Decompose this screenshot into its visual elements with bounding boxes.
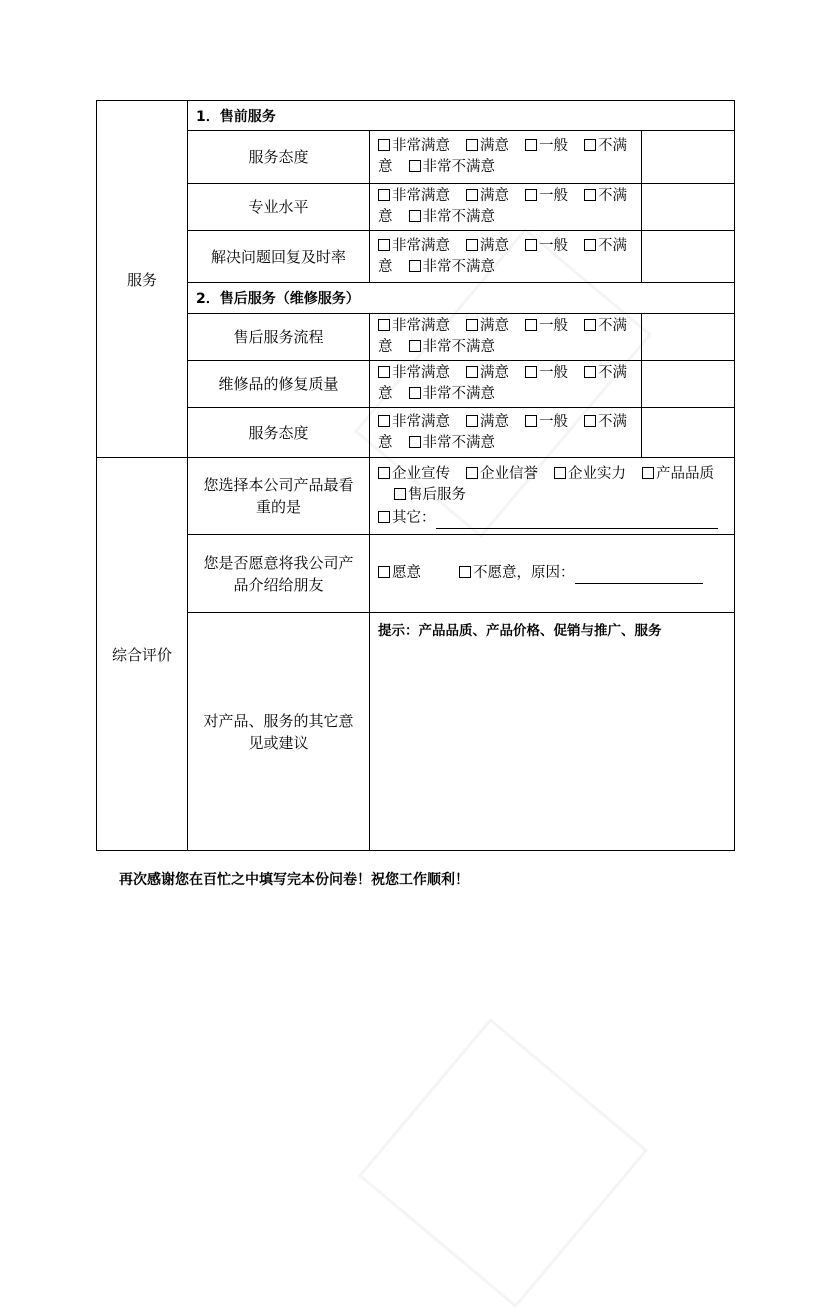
option-label: 不满意 [378,237,627,275]
checkbox[interactable] [525,319,537,331]
checkbox[interactable] [584,239,596,251]
option-label: 非常满意 [392,237,450,254]
option-label: 售后服务 [408,486,466,503]
rating-row [97,361,735,408]
question-label: 您是否愿意将我公司产品介绍给朋友 [188,535,370,613]
section-presale-title: 1．售前服务 [188,101,735,131]
checkbox[interactable] [584,139,596,151]
checkbox[interactable] [378,189,390,201]
option-label: 满意 [480,318,509,334]
option-label: 一般 [539,365,568,381]
checkbox[interactable] [525,189,537,201]
rating-row [97,231,735,283]
option-label: 不满意 [378,318,627,355]
option-label: 不满意 [378,188,627,225]
checkbox[interactable] [459,566,471,578]
checkbox[interactable] [466,319,478,331]
checkbox[interactable] [466,189,478,201]
option-label: 产品品质 [656,465,714,482]
option-label: 不满意 [378,413,627,451]
reason-input-line[interactable] [575,583,703,584]
checkbox[interactable] [409,160,421,172]
question-label: 解决问题回复及时率 [188,231,370,283]
option-label: 非常不满意 [422,159,495,175]
checkbox[interactable] [378,467,390,479]
checkbox[interactable] [378,366,390,378]
question-label: 专业水平 [188,184,370,231]
option-label: 一般 [539,138,568,154]
remark-cell[interactable] [642,361,735,408]
rating-options [370,361,642,408]
checkbox[interactable] [409,260,421,272]
option-label: 愿意 [392,565,421,581]
suggestion-field[interactable] [370,613,735,851]
option-label: 非常不满意 [422,434,495,451]
option-label: 满意 [480,188,509,204]
option-label: 企业宣传 [392,465,450,482]
checkbox[interactable] [584,415,596,427]
checkbox[interactable] [409,387,421,399]
rating-options [370,314,642,361]
choice-options [370,458,735,535]
remark-cell[interactable] [642,184,735,231]
rating-options [370,131,642,184]
checkbox[interactable] [378,319,390,331]
option-label: 企业信誉 [480,465,538,482]
option-label: 满意 [480,237,509,254]
option-label: 非常不满意 [422,339,495,355]
option-label: 不满意 [378,138,627,175]
option-label: 一般 [539,318,568,334]
question-label: 维修品的修复质量 [188,361,370,408]
remark-cell[interactable] [642,314,735,361]
option-label: 满意 [480,413,509,430]
choice-options [370,535,735,613]
option-label: 满意 [480,365,509,381]
remark-cell[interactable] [642,408,735,458]
option-label: 非常满意 [392,365,450,381]
rating-row [97,184,735,231]
rating-row [97,314,735,361]
checkbox[interactable] [409,436,421,448]
watermark-bottom [358,1018,648,1308]
other-input-line[interactable] [436,528,718,529]
option-label: 非常满意 [392,138,450,154]
checkbox[interactable] [466,139,478,151]
checkbox[interactable] [554,467,566,479]
option-label: 非常满意 [392,318,450,334]
question-label: 售后服务流程 [188,314,370,361]
checkbox[interactable] [525,139,537,151]
category-service: 服务 [97,101,188,458]
checkbox[interactable] [378,566,390,578]
checkbox[interactable] [642,467,654,479]
checkbox[interactable] [409,340,421,352]
checkbox[interactable] [584,189,596,201]
option-label: 非常满意 [392,413,450,430]
remark-cell[interactable] [642,131,735,184]
option-label: 非常满意 [392,188,450,204]
checkbox[interactable] [466,366,478,378]
option-label: 一般 [539,188,568,204]
checkbox[interactable] [466,467,478,479]
checkbox[interactable] [394,488,406,500]
option-label: 满意 [480,138,509,154]
option-label: 企业实力 [568,465,626,482]
checkbox[interactable] [525,239,537,251]
option-label: 其它： [392,509,436,526]
checkbox[interactable] [525,366,537,378]
rating-row [97,408,735,458]
option-label: 一般 [539,413,568,430]
option-label: 非常不满意 [422,386,495,402]
option-label: 非常不满意 [422,258,495,275]
question-label: 服务态度 [188,131,370,184]
question-label: 您选择本公司产品最看重的是 [188,458,370,535]
category-overall: 综合评价 [97,458,188,851]
rating-options [370,184,642,231]
checkbox[interactable] [378,415,390,427]
checkbox[interactable] [378,239,390,251]
rating-options [370,408,642,458]
question-label: 对产品、服务的其它意见或建议 [188,613,370,851]
option-label: 不满意 [378,365,627,402]
option-label: 非常不满意 [422,209,495,225]
rating-row [97,131,735,184]
checkbox[interactable] [409,210,421,222]
hint-text: 提示：产品品质、产品价格、促销与推广、服务 [378,623,662,639]
rating-options [370,231,642,283]
checkbox[interactable] [584,366,596,378]
section-aftersale-title: 2．售后服务（维修服务） [188,283,735,314]
survey-table [96,100,735,851]
checkbox[interactable] [525,415,537,427]
checkbox[interactable] [466,415,478,427]
remark-cell[interactable] [642,231,735,283]
option-label: 不愿意，原因： [473,565,575,581]
thanks-message: 再次感谢您在百忙之中填写完本份问卷！祝您工作顺利！ [119,872,469,888]
checkbox[interactable] [378,511,390,523]
checkbox[interactable] [466,239,478,251]
option-label: 一般 [539,237,568,254]
checkbox[interactable] [584,319,596,331]
checkbox[interactable] [378,139,390,151]
question-label: 服务态度 [188,408,370,458]
